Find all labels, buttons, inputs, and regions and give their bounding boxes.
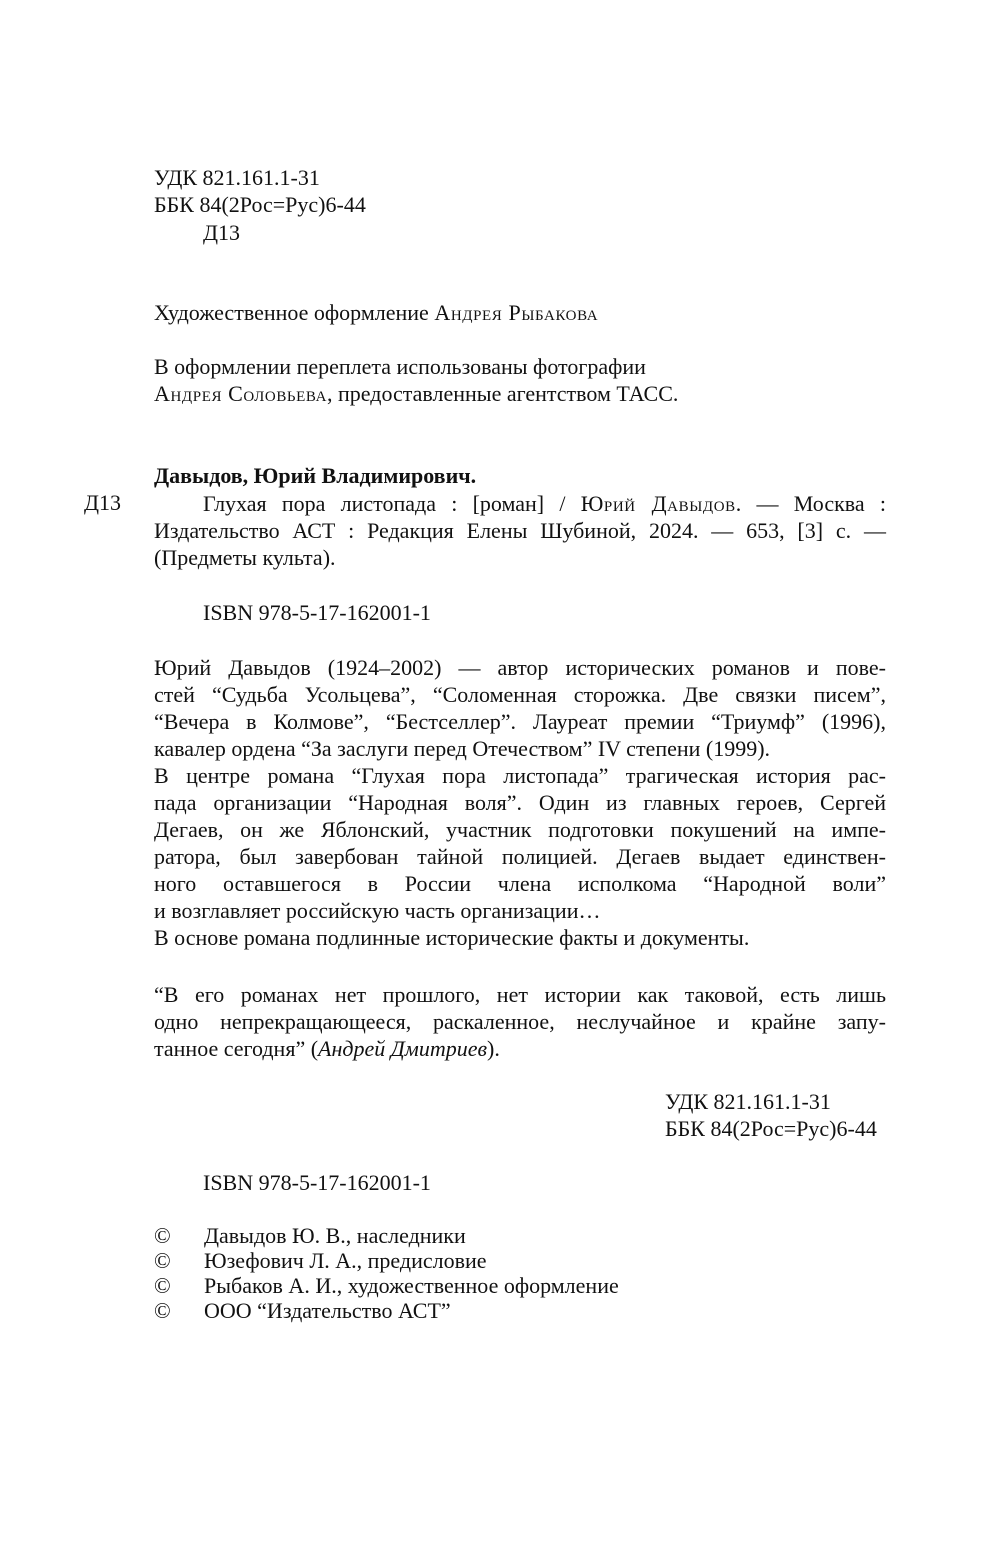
quote-author: Андрей Дмитриев bbox=[318, 1036, 488, 1061]
design-credit-prefix: Художественное оформление bbox=[154, 300, 435, 325]
photo-credit-rest: , предоставленные агентством ТАСС. bbox=[327, 381, 679, 406]
bib-line-1: Глухая пора листопада : [роман] / Юрий Давыдов. — Москва : bbox=[203, 491, 886, 516]
annotation-line: пада организации “Народная воля”. Один из главных героев, Сергей bbox=[154, 790, 886, 815]
copyright-icon: © bbox=[154, 1248, 171, 1273]
annotation-line: В центре романа “Глухая пора листопада” трагическая история рас- bbox=[154, 763, 886, 788]
copyright-item: Юзефович Л. А., предисловие bbox=[204, 1248, 487, 1273]
annotation-line: и возглавляет российскую часть организации… bbox=[154, 898, 601, 923]
isbn-bottom: ISBN 978-5-17-162001-1 bbox=[203, 1170, 431, 1195]
margin-sign: Д13 bbox=[84, 490, 122, 515]
photo-credit-line2 bbox=[154, 381, 678, 407]
annotation bbox=[154, 654, 886, 951]
udk-code-bottom: УДК 821.161.1-31 bbox=[665, 1089, 831, 1114]
copyright-icon: © bbox=[154, 1298, 171, 1323]
annotation-line: ного оставшегося в России члена исполкома “Народной воли” bbox=[154, 871, 886, 896]
bbk-code-bottom: ББК 84(2Рос=Рус)6-44 bbox=[665, 1116, 877, 1141]
annotation-line: В основе романа подлинные исторические факты и документы. bbox=[154, 925, 750, 950]
bib-author-name: Юрий Давыдов bbox=[580, 491, 736, 516]
bib-line-2: Издательство АСТ : Редакция Елены Шубиной, 2024. — 653, [3] с. — bbox=[154, 518, 886, 543]
bib-line-3: (Предметы культа). bbox=[154, 545, 336, 570]
annotation-line: Юрий Давыдов (1924–2002) — автор исторических романов и пове- bbox=[154, 655, 886, 680]
annotation-line: стей “Судьба Усольцева”, “Соломенная сторожка. Две связки писем”, bbox=[154, 682, 886, 707]
quote-line-3: танное сегодня” (Андрей Дмитриев). bbox=[154, 1036, 500, 1061]
copyright-icon: © bbox=[154, 1273, 171, 1298]
annotation-line: кавалер ордена “За заслуги перед Отечеством” IV степени (1999). bbox=[154, 736, 771, 761]
quote-line-2: одно непрекращающееся, раскаленное, неслучайное и крайне запу- bbox=[154, 1009, 886, 1034]
annotation-line: “Вечера в Колмове”, “Бестселлер”. Лауреат премии “Триумф” (1996), bbox=[154, 709, 886, 734]
copyright-item: ООО “Издательство АСТ” bbox=[204, 1298, 451, 1323]
author-heading: Давыдов, Юрий Владимирович. bbox=[154, 463, 477, 488]
annotation-line: Дегаев, он же Яблонский, участник подготовки покушений на импе- bbox=[154, 817, 886, 842]
design-credit bbox=[154, 300, 598, 326]
designer-name: Андрея Рыбакова bbox=[434, 300, 599, 325]
copyright-icon: © bbox=[154, 1223, 171, 1248]
quote bbox=[154, 981, 886, 1062]
isbn-top: ISBN 978-5-17-162001-1 bbox=[203, 600, 431, 625]
photographer-name: Андрея Соловьева bbox=[154, 381, 328, 406]
photo-credit-line1: В оформлении переплета использованы фотографии bbox=[154, 354, 646, 379]
author-sign: Д13 bbox=[203, 220, 241, 245]
quote-line-1: “В его романах нет прошлого, нет истории как таковой, есть лишь bbox=[154, 982, 886, 1007]
annotation-line: ратора, был завербован тайной полицией. Дегаев выдает единствен- bbox=[154, 844, 886, 869]
bbk-code: ББК 84(2Рос=Рус)6-44 bbox=[154, 192, 366, 217]
bibliographic-description bbox=[154, 490, 886, 571]
copyright-item: Давыдов Ю. В., наследники bbox=[204, 1223, 466, 1248]
udk-code: УДК 821.161.1-31 bbox=[154, 165, 320, 190]
copyright-item: Рыбаков А. И., художественное оформление bbox=[204, 1273, 619, 1298]
